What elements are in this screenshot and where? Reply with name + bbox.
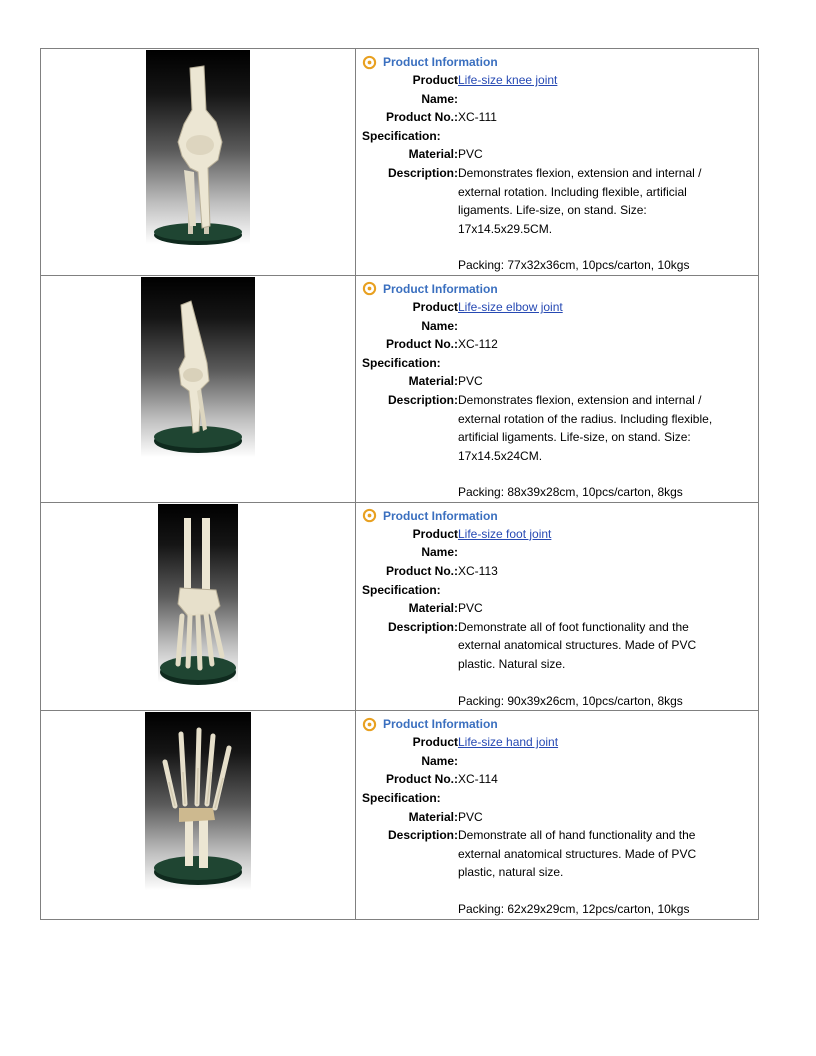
product-name-link[interactable]: Life-size hand joint (458, 735, 559, 750)
material-value: PVC (458, 601, 483, 616)
product-name-link[interactable]: Life-size knee joint (458, 73, 558, 87)
product-info-title: Product Information (383, 508, 498, 523)
product-image-cell (41, 275, 356, 502)
knee-joint-image (146, 50, 250, 250)
product-info-heading (362, 53, 758, 71)
product-label: Product (412, 73, 458, 87)
description-value: Demonstrate all of foot functionality and the external anatomical structures. Made of PVC plastic. Natural size. (458, 619, 697, 672)
product-info-cell (356, 711, 759, 919)
material-value: PVC (458, 809, 483, 824)
specification-label: Specification: (362, 128, 441, 143)
hand-joint-image (145, 712, 251, 896)
product-no-value: XC-113 (458, 564, 498, 579)
product-no-value: XC-114 (458, 772, 498, 787)
specification-label: Specification: (362, 791, 441, 805)
description-value: Demonstrate all of hand functionality and the external anatomical structures. Made of PVC plastic, natural size. (458, 828, 697, 880)
sunburst-icon (362, 508, 377, 523)
specification-label: Specification: (362, 355, 441, 370)
product-info-title: Product Information (383, 281, 498, 296)
sunburst-icon (362, 717, 377, 732)
foot-joint-image (158, 504, 238, 688)
material-label: Material: (408, 809, 458, 824)
material-value: PVC (458, 374, 483, 389)
product-no-label: Product No.: (386, 337, 458, 352)
product-name-link[interactable]: Life-size elbow joint (458, 299, 563, 314)
description-label: Description: (387, 392, 458, 407)
product-info-title: Product Information (383, 717, 498, 732)
sunburst-icon (362, 55, 377, 70)
product-label: Product (412, 526, 458, 541)
description-label: Description: (387, 619, 458, 634)
table-row (41, 502, 759, 710)
sunburst-icon (362, 281, 377, 296)
product-image-cell (41, 49, 356, 276)
product-info-heading (362, 715, 758, 733)
table-row (41, 275, 759, 502)
product-label: Product (412, 299, 458, 314)
product-no-value: XC-111 (458, 110, 497, 125)
product-image-cell (41, 711, 356, 919)
packing-info: Packing: 77x32x36cm, 10pcs/carton, 10kgs (458, 258, 690, 273)
description-value: Demonstrates flexion, extension and internal / external rotation of the radius. Including flexible, artificial ligaments. Life-size, on stand. Size: 17x14.5x24CM. (458, 392, 713, 463)
name-label: Name: (421, 545, 458, 560)
product-info-cell (356, 275, 759, 502)
product-no-value: XC-112 (458, 337, 498, 352)
table-row (41, 49, 759, 276)
name-label: Name: (421, 753, 458, 768)
packing-info: Packing: 62x29x29cm, 12pcs/carton, 10kgs (458, 901, 690, 916)
table-row (41, 711, 759, 919)
product-info-title: Product Information (383, 55, 498, 69)
product-info-cell (356, 502, 759, 710)
product-table (40, 48, 759, 920)
material-label: Material: (408, 147, 458, 162)
material-label: Material: (408, 601, 458, 616)
product-image-cell (41, 502, 356, 710)
material-value: PVC (458, 147, 483, 162)
product-info-heading (362, 507, 758, 525)
product-no-label: Product No.: (386, 564, 458, 579)
name-label: Name: (421, 318, 458, 333)
name-label: Name: (421, 91, 458, 106)
description-label: Description: (387, 165, 458, 180)
packing-info: Packing: 88x39x28cm, 10pcs/carton, 8kgs (458, 485, 683, 500)
product-name-link[interactable]: Life-size foot joint (458, 526, 552, 541)
material-label: Material: (408, 374, 458, 389)
elbow-joint-image (141, 277, 255, 463)
specification-label: Specification: (362, 582, 441, 597)
description-value: Demonstrates flexion, extension and internal / external rotation. Including flexible, artificial ligaments. Life-size, on stand. Size: 17x14.5x29.5CM. (458, 165, 702, 236)
product-no-label: Product No.: (386, 772, 458, 787)
product-info-cell (356, 49, 759, 276)
description-label: Description: (387, 828, 458, 843)
packing-info: Packing: 90x39x26cm, 10pcs/carton, 8kgs (458, 693, 683, 708)
product-no-label: Product No.: (386, 110, 458, 125)
product-label: Product (412, 735, 458, 750)
product-info-heading (362, 280, 758, 298)
